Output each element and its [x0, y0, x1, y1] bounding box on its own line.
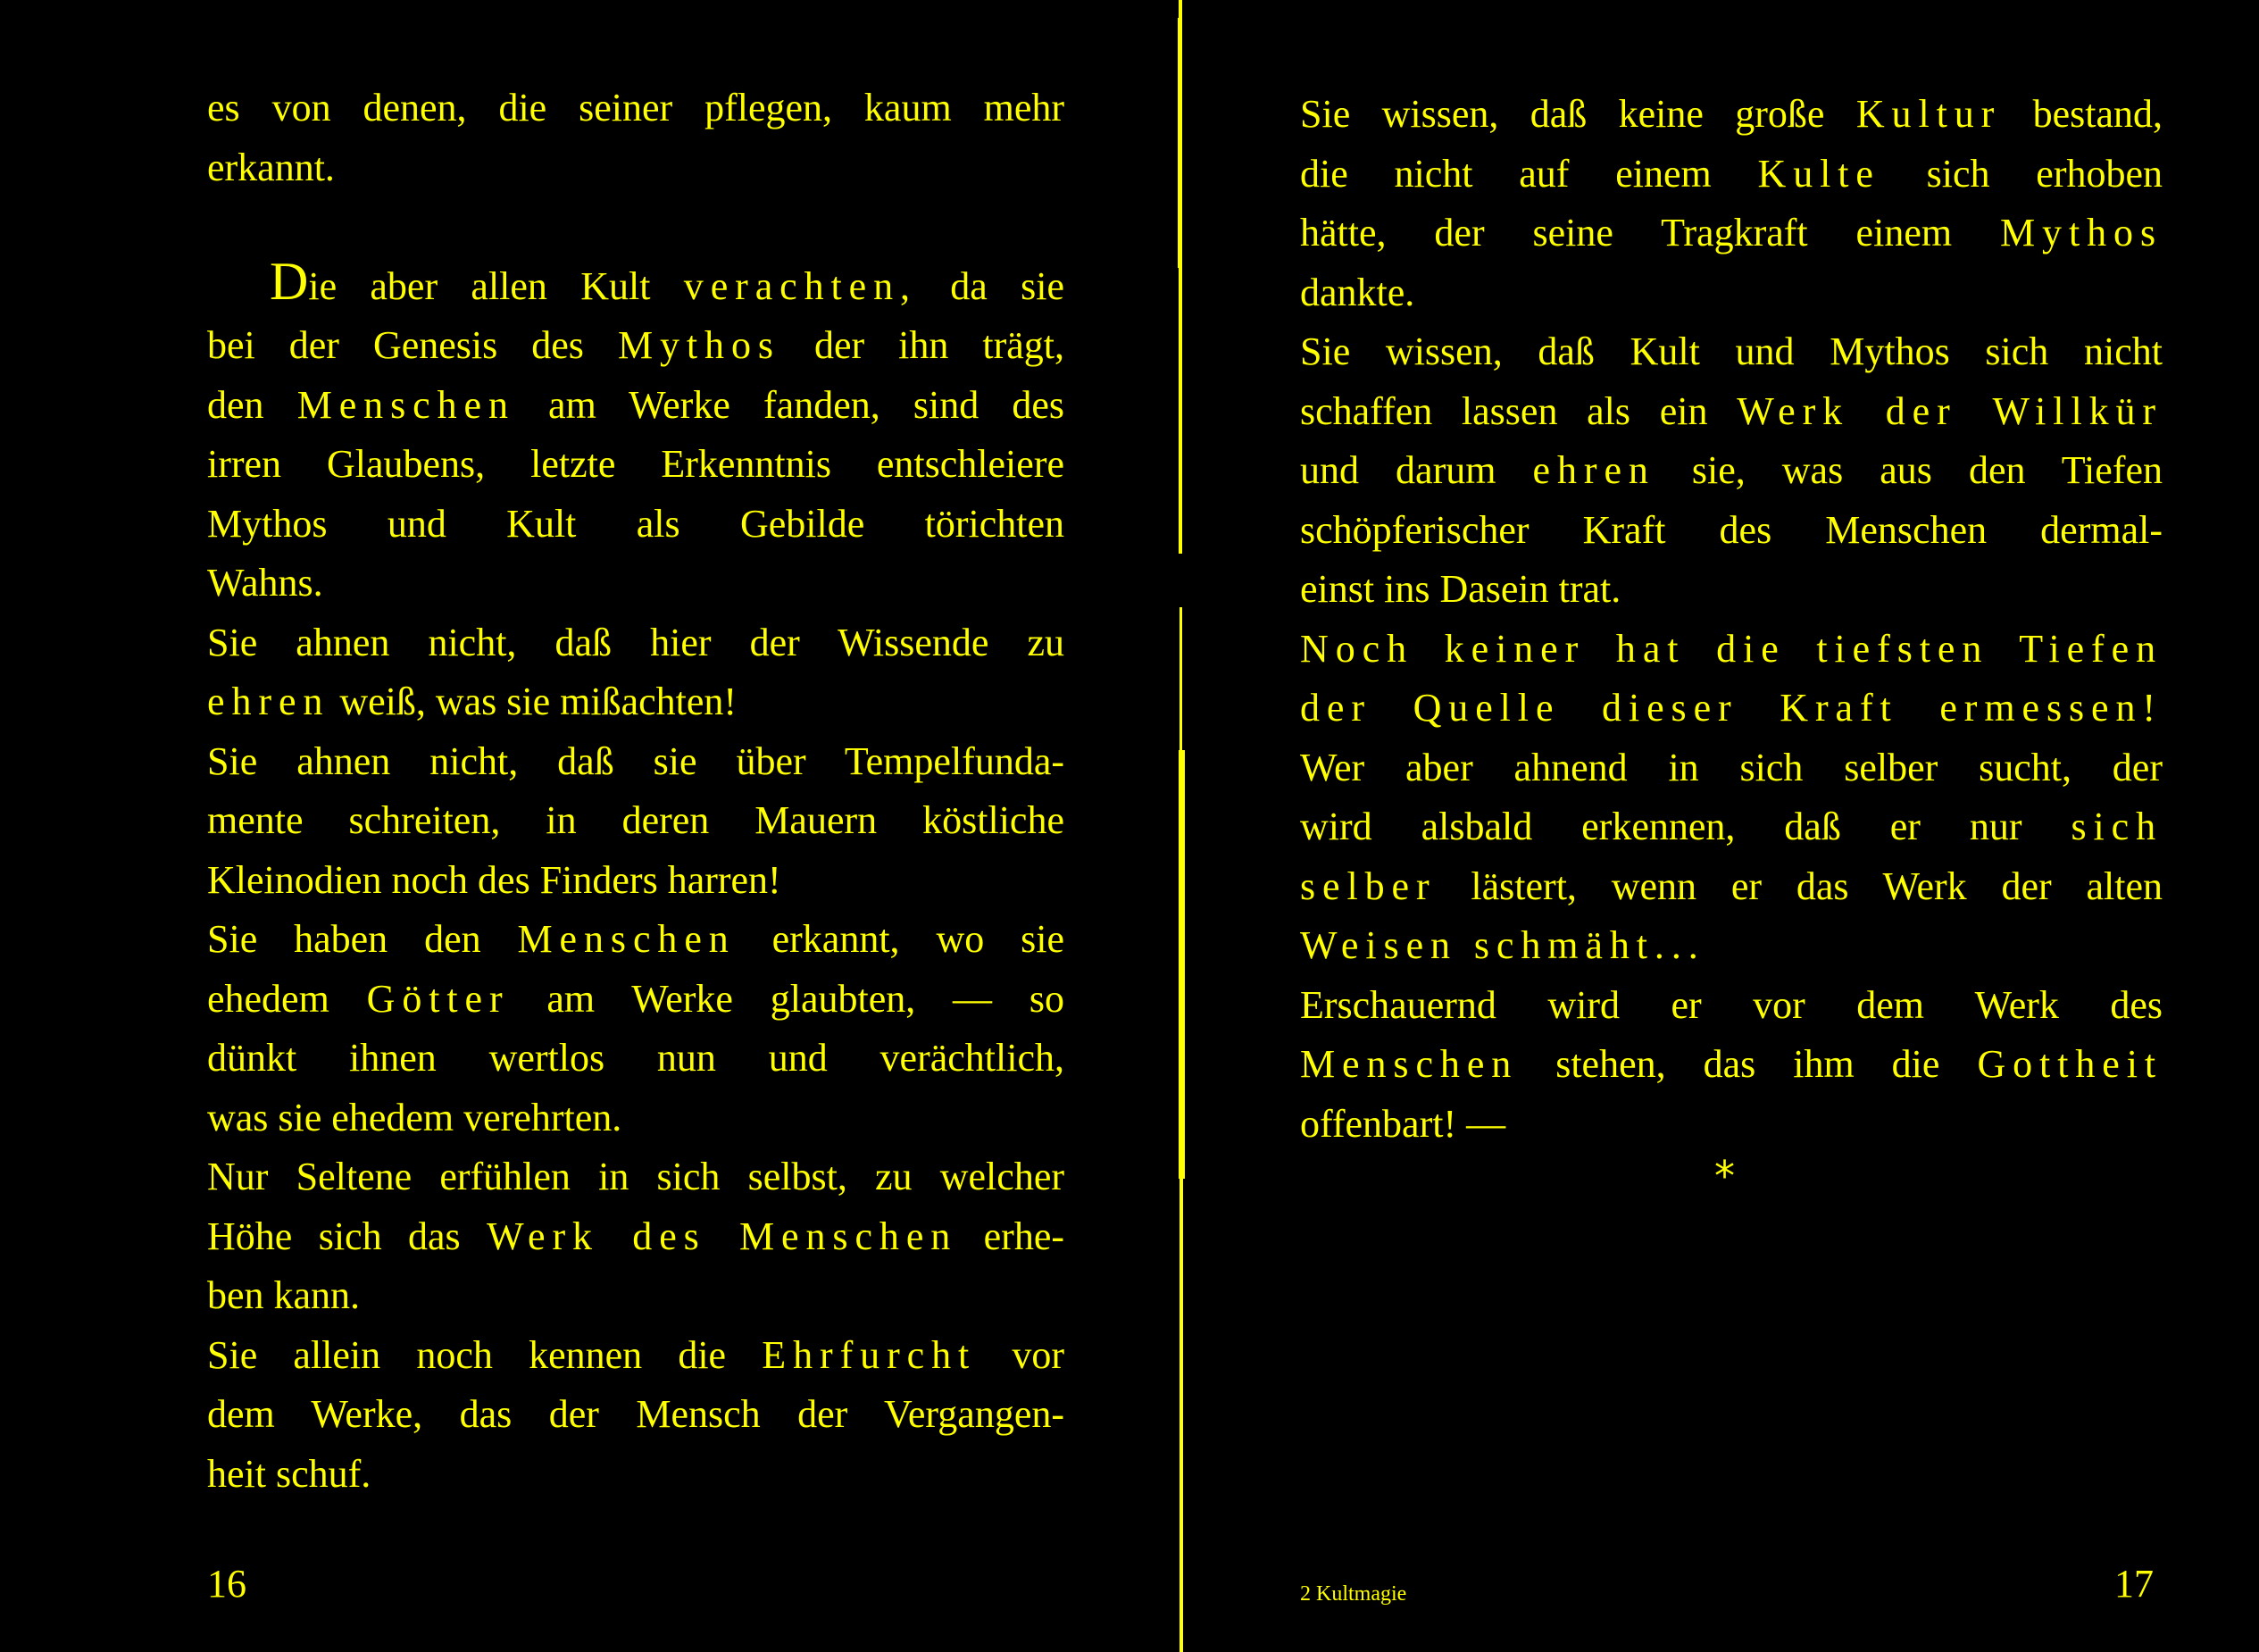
text-line: Wer aber ahnend in sich selber sucht, der: [1300, 745, 2163, 789]
paragraph-gap: [207, 197, 1064, 257]
gutter-line: [1179, 750, 1185, 1179]
text-line: Wahns.: [207, 561, 323, 605]
spaced-word: Kulte: [1757, 151, 1880, 196]
text-fragment: Sie allein noch kennen die: [207, 1332, 727, 1377]
spaced-word: Menschen: [296, 382, 515, 427]
text-fragment: Sie haben den: [207, 917, 481, 961]
text-line: schöpferischer Kraft des Menschen dermal-: [1300, 507, 2163, 552]
gutter-line: [1178, 18, 1180, 268]
left-page-text: [207, 79, 1064, 1504]
spaced-word: Ehrfurcht: [762, 1332, 977, 1377]
text-fragment: die nicht auf einem: [1300, 151, 1712, 196]
text-fragment: den: [207, 382, 264, 427]
text-fragment: da sie: [950, 263, 1065, 308]
right-page-text: [1300, 85, 2163, 1154]
spaced-word: Kultur: [1855, 92, 2002, 136]
spaced-word: Gottheit: [1977, 1042, 2163, 1086]
text-fragment: und darum: [1300, 448, 1496, 492]
text-fragment: hätte, der seine Tragkraft einem: [1300, 211, 1953, 254]
text-fragment: bestand,: [2032, 92, 2163, 136]
spaced-word: ehren: [207, 680, 330, 723]
text-line: Mythos und Kult als Gebilde törichten: [207, 501, 1064, 546]
text-fragment: ie aber allen Kult: [308, 263, 651, 308]
text-fragment: ehedem: [207, 976, 329, 1021]
text-fragment: vor: [1012, 1332, 1065, 1377]
text-fragment: Sie wissen, daß keine große: [1300, 92, 1825, 136]
spaced-word: Götter: [366, 976, 510, 1021]
text-line: [207, 1207, 1064, 1267]
text-fragment: wird alsbald erkennen, daß er nur: [1300, 805, 2022, 848]
text-line: [1300, 382, 2163, 442]
text-line: [1300, 85, 2163, 145]
text-line: dankte.: [1300, 270, 1415, 314]
text-line: [207, 251, 1065, 317]
text-line: dem Werke, das der Mensch der Vergangen-: [207, 1392, 1064, 1436]
text-fragment: erkannt, wo sie: [771, 917, 1065, 961]
text-fragment: weiß, was sie mißachten!: [339, 680, 738, 723]
text-fragment: Höhe sich das: [207, 1214, 461, 1258]
spaced-word: sich: [2071, 805, 2163, 848]
text-line: offenbart! —: [1300, 1101, 1506, 1146]
text-line: Noch keiner hat die tiefsten Tiefen: [1300, 626, 2163, 671]
text-line: mente schreiten, in deren Mauern köstliche: [207, 798, 1064, 842]
text-line: dünkt ihnen wertlos nun und verächtlich,: [207, 1036, 1064, 1080]
drop-cap: D: [270, 251, 309, 311]
section-break-asterisk: *: [1714, 1152, 1735, 1200]
text-fragment: am Werke fanden, sind des: [548, 382, 1065, 427]
text-line: einst ins Dasein trat.: [1300, 567, 1621, 611]
text-line: Sie ahnen nicht, daß sie über Tempelfunda-: [207, 738, 1064, 783]
text-fragment: schaffen lassen als ein: [1300, 388, 1708, 433]
printer-signature-mark: 2 Kultmagie: [1300, 1582, 1407, 1606]
page-number: 17: [2114, 1562, 2154, 1606]
text-line: heit schuf.: [207, 1451, 371, 1496]
text-line: [1300, 797, 2163, 857]
text-line: Weisen schmäht...: [1300, 923, 1705, 967]
text-line: [1300, 441, 2163, 501]
text-fragment: erhe-: [983, 1214, 1065, 1258]
text-line: [207, 910, 1064, 970]
text-fragment: stehen, das ihm die: [1555, 1042, 1940, 1086]
text-line: [207, 672, 1064, 732]
spaced-word: selber: [1300, 864, 1437, 908]
spaced-word: Menschen: [517, 917, 736, 961]
text-line: Kleinodien noch des Finders harren!: [207, 857, 781, 902]
spaced-word: verachten,: [683, 263, 917, 308]
gutter-line: [1180, 1179, 1183, 1652]
text-line: Sie wissen, daß Kult und Mythos sich nicht: [1300, 330, 2163, 373]
text-line: [207, 970, 1064, 1030]
text-fragment: am Werke glaubten, — so: [546, 976, 1065, 1021]
spaced-word: Werk der Willkür: [1737, 388, 2163, 433]
text-line: [1300, 204, 2163, 263]
text-line: [1300, 1035, 2163, 1095]
spaced-word: Mythos: [617, 323, 780, 367]
text-line: [1300, 145, 2163, 204]
text-line: erkannt.: [207, 145, 335, 189]
text-fragment: bei der Genesis des: [207, 323, 584, 367]
spaced-word: ehren: [1532, 448, 1655, 492]
page-number: 16: [207, 1562, 246, 1606]
text-line: ben kann.: [207, 1273, 361, 1317]
text-line: Nur Seltene erfühlen in sich selbst, zu welcher: [207, 1155, 1064, 1198]
spaced-word: Menschen: [1300, 1042, 1519, 1086]
text-fragment: der ihn trägt,: [813, 323, 1065, 367]
spaced-word: Mythos: [2000, 211, 2163, 254]
text-line: [207, 316, 1064, 376]
text-line: irren Glaubens, letzte Erkenntnis entschleiere: [207, 442, 1064, 486]
text-fragment: sich erhoben: [1926, 151, 2163, 196]
text-line: Erschauernd wird er vor dem Werk des: [1300, 982, 2163, 1027]
right-page: [1188, 0, 2259, 1652]
text-line: [207, 376, 1064, 436]
spaced-word: Werk des Menschen: [487, 1214, 958, 1258]
text-line: was sie ehedem verehrten.: [207, 1095, 622, 1139]
text-line: der Quelle dieser Kraft ermessen!: [1300, 686, 2163, 730]
text-line: [207, 1326, 1064, 1386]
text-line: [1300, 857, 2163, 917]
gutter-line: [1180, 607, 1182, 750]
text-line: Sie ahnen nicht, daß hier der Wissende zu: [207, 620, 1064, 664]
text-fragment: lästert, wenn er das Werk der alten: [1471, 864, 2163, 908]
text-fragment: sie, was aus den Tiefen: [1691, 448, 2163, 492]
text-line: es von denen, die seiner pflegen, kaum mehr: [207, 86, 1064, 129]
